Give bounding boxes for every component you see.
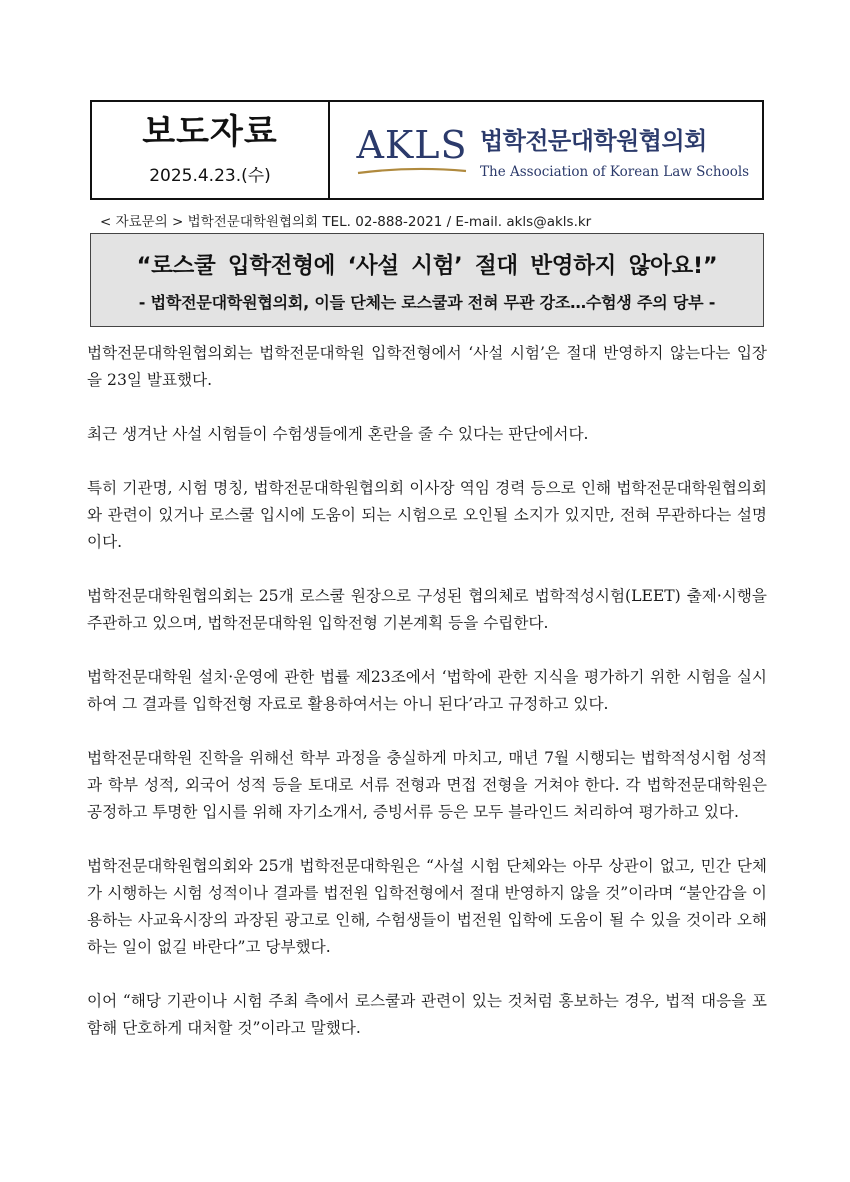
header-left-cell <box>92 102 330 198</box>
paragraph: 법학전문대학원협의회는 25개 로스쿨 원장으로 구성된 협의체로 법학적성시험(LEET) 출제·시행을 주관하고 있으며, 법학전문대학원 입학전형 기본계획 등을 수립한다. <box>87 587 767 632</box>
release-date: 2025.4.23.(수) <box>149 166 271 187</box>
subheadline: - 법학전문대학원협의회, 이들 단체는 로스쿨과 전혀 무관 강조…수험생 주의 당부 - <box>138 292 716 312</box>
organization-name-english: The Association of Korean Law Schools <box>480 163 750 180</box>
headline: “로스쿨 입학전형에 ‘사설 시험’ 절대 반영하지 않아요!” <box>136 252 718 279</box>
contact-info: < 자료문의 > 법학전문대학원협의회 TEL. 02-888-2021 / E-mail. akls@akls.kr <box>100 214 592 230</box>
organization-name-korean: 법학전문대학원협의회 <box>480 126 707 155</box>
logo-swoosh-icon <box>356 167 468 175</box>
paragraph: 법학전문대학원협의회는 법학전문대학원 입학전형에서 ‘사설 시험’은 절대 반영하지 않는다는 입장을 23일 발표했다. <box>87 344 767 389</box>
title-box <box>90 233 764 327</box>
paragraph: 특히 기관명, 시험 명칭, 법학전문대학원협의회 이사장 역임 경력 등으로 인해 법학전문대학원협의회와 관련이 있거나 로스쿨 입시에 도움이 되는 시험으로 오인될 소지가 있지만, 전혀 무관하다는 설명이다. <box>87 479 767 551</box>
article-body <box>87 340 767 1042</box>
header-right-cell <box>330 102 762 198</box>
document-type-label: 보도자료 <box>142 111 278 152</box>
press-release-header <box>90 100 764 200</box>
paragraph: 법학전문대학원 설치·운영에 관한 법률 제23조에서 ‘법학에 관한 지식을 평가하기 위한 시험을 실시하여 그 결과를 입학전형 자료로 활용하여서는 아니 된다’라고 규정하고 있다. <box>87 668 767 713</box>
paragraph: 이어 “해당 기관이나 시험 주최 측에서 로스쿨과 관련이 있는 것처럼 홍보하는 경우, 법적 대응을 포함해 단호하게 대처할 것”이라고 말했다. <box>87 992 767 1037</box>
logo-wordmark: AKLS <box>356 122 468 167</box>
organization-name <box>480 121 749 180</box>
paragraph: 법학전문대학원 진학을 위해선 학부 과정을 충실하게 마치고, 매년 7월 시행되는 법학적성시험 성적과 학부 성적, 외국어 성적 등을 토대로 서류 전형과 면접 전형을 거쳐야 한다. 각 법학전문대학원은 공정하고 투명한 입시를 위해 자기소개서, 증빙서류 등은 모두 블라인드 처리하여 평가하고 있다. <box>87 749 767 821</box>
paragraph: 법학전문대학원협의회와 25개 법학전문대학원은 “사설 시험 단체와는 아무 상관이 없고, 민간 단체가 시행하는 시험 성적이나 결과를 법전원 입학전형에서 절대 반영하지 않을 것”이라며 “불안감을 이용하는 사교육시장의 과장된 광고로 인해, 수험생들이 법전원 입학에 도움이 될 수 있을 것이라 오해하는 일이 없길 바란다”고 당부했다. <box>87 857 767 956</box>
akls-logo <box>356 122 468 175</box>
paragraph: 최근 생겨난 사설 시험들이 수험생들에게 혼란을 줄 수 있다는 판단에서다. <box>87 425 589 443</box>
